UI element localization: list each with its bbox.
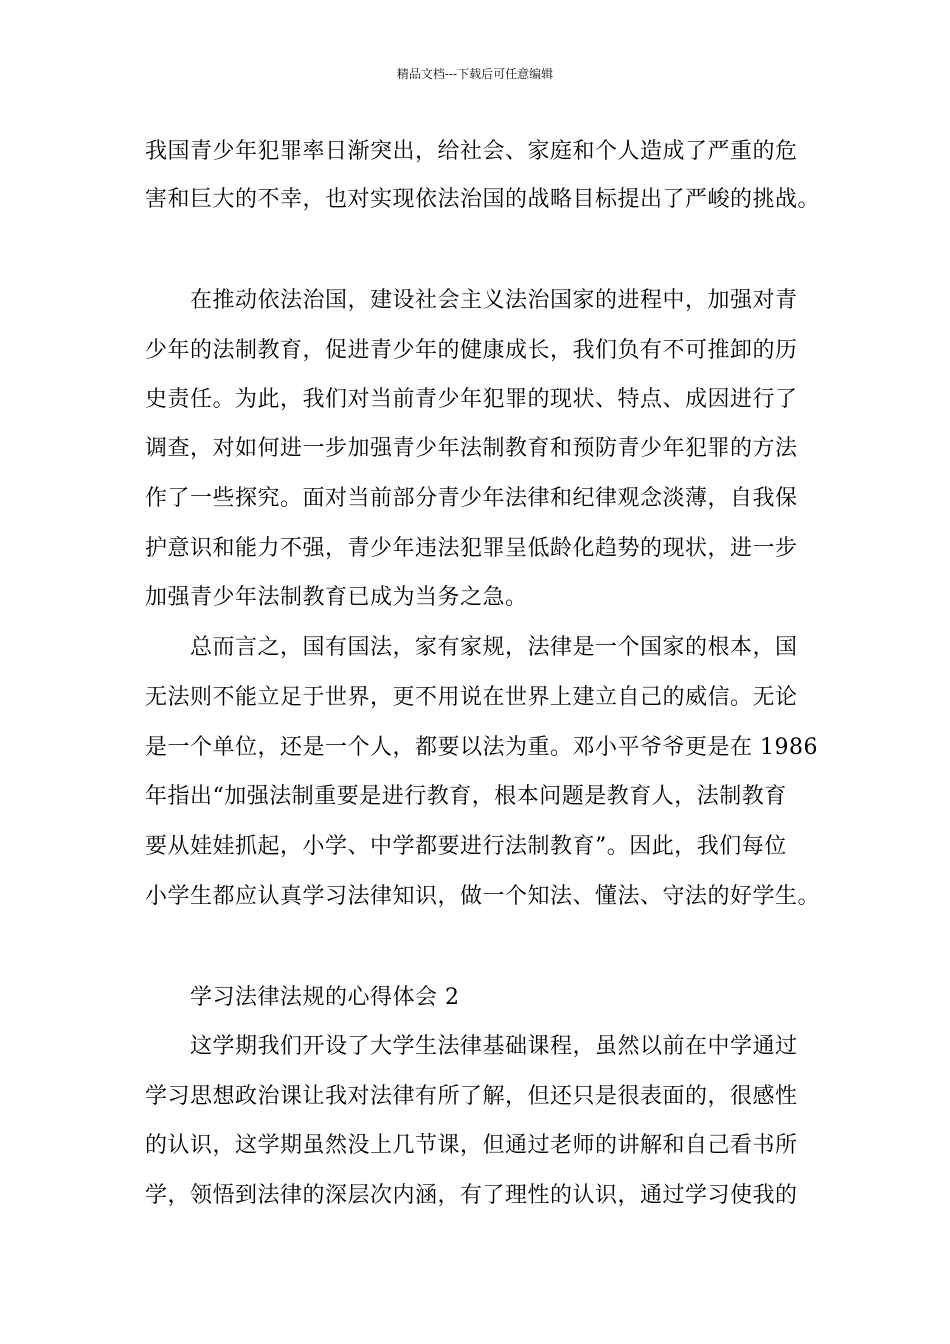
text-line: 调查，对如何进一步加强青少年法制教育和预防青少年犯罪的方法 <box>145 436 798 461</box>
text-line: 的认识，这学期虽然没上几节课，但通过老师的讲解和自己看书所 <box>145 1133 798 1158</box>
text-line: 学习思想政治课让我对法律有所了解，但还只是很表面的，很感性 <box>145 1084 798 1109</box>
text-line: 我国青少年犯罪率日渐突出，给社会、家庭和个人造成了严重的危 <box>145 139 798 164</box>
text-line: 小学生都应认真学习法律知识，做一个知法、懂法、守法的好学生。 <box>145 884 821 909</box>
text-line: 史责任。为此，我们对当前青少年犯罪的现状、特点、成因进行了 <box>145 387 798 412</box>
text-line: 护意识和能力不强，青少年违法犯罪呈低龄化趋势的现状，进一步 <box>145 536 798 561</box>
text-line: 害和巨大的不幸，也对实现依法治国的战略目标提出了严峻的挑战。 <box>145 187 821 212</box>
text-line: 少年的法制教育，促进青少年的健康成长，我们负有不可推卸的历 <box>145 338 798 363</box>
text-line: 要从娃娃抓起，小学、中学都要进行法制教育”。因此，我们每位 <box>145 834 787 859</box>
text-line: 这学期我们开设了大学生法律基础课程，虽然以前在中学通过 <box>190 1034 798 1059</box>
text-line: 在推动依法治国，建设社会主义法治国家的进程中，加强对青 <box>190 288 798 313</box>
text-line: 作了一些探究。面对当前部分青少年法律和纪律观念淡薄，自我保 <box>145 486 798 511</box>
text-line: 加强青少年法制教育已成为当务之急。 <box>145 585 528 610</box>
section-heading: 学习法律法规的心得体会 2 <box>190 985 460 1010</box>
text-line: 学，领悟到法律的深层次内涵，有了理性的认识，通过学习使我的 <box>145 1183 798 1208</box>
text-line: 是一个单位，还是一个人，都要以法为重。邓小平爷爷更是在 1986 <box>145 735 818 760</box>
text-line: 无法则不能立足于世界，更不用说在世界上建立自己的威信。无论 <box>145 685 798 710</box>
page-header: 精品文档---下载后可任意编辑 <box>396 67 554 81</box>
text-line: 年指出“加强法制重要是进行教育，根本问题是教育人，法制教育 <box>145 784 787 809</box>
text-line: 总而言之，国有国法，家有家规，法律是一个国家的根本，国 <box>190 635 798 660</box>
